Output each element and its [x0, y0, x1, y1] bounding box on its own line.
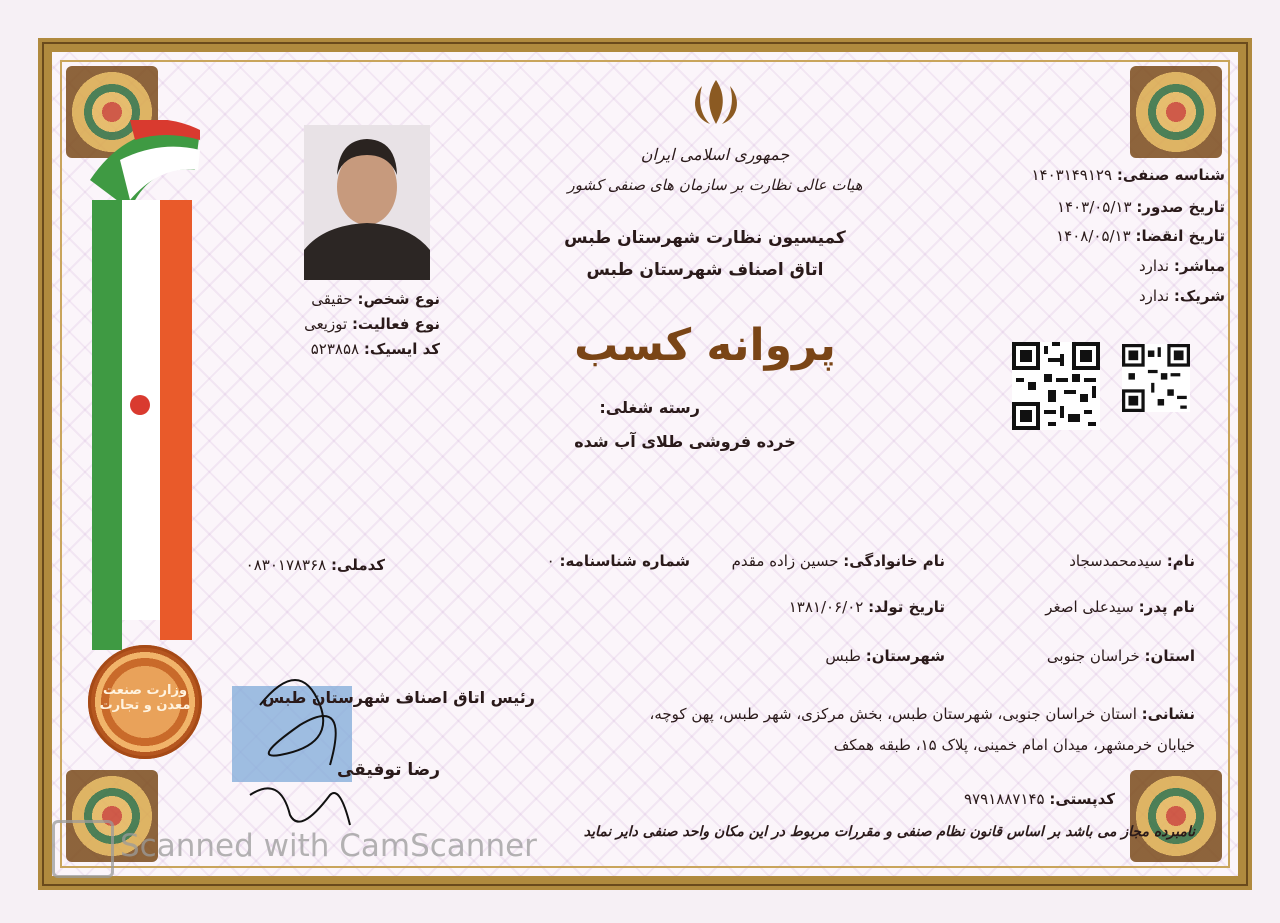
- flag-ribbon: [90, 120, 200, 650]
- signature-name: رضا توفیقی: [336, 760, 440, 780]
- holder-photo: [304, 125, 430, 280]
- father-field: نام پدر: سیدعلی اصغر: [1045, 598, 1195, 616]
- header-line-4: اتاق اصناف شهرستان طبس: [586, 260, 824, 280]
- info-row: تاریخ انقضا: ۱۴۰۸/۰۵/۱۳: [1056, 227, 1225, 245]
- signature-title: رئیس اتاق اصناف شهرستان طبس: [262, 688, 535, 707]
- address-line-2: خیابان خرمشهر، میدان امام خمینی، پلاک ۱۵، طبقه همکف: [833, 736, 1195, 754]
- qr-code-icon: [1122, 344, 1190, 412]
- info-row: شناسه صنفی: ۱۴۰۳۱۴۹۱۲۹: [1031, 166, 1225, 184]
- right-info-block: [990, 166, 1225, 317]
- id-number-field: شماره شناسنامه: ۰: [546, 552, 690, 570]
- info-row: تاریخ صدور: ۱۴۰۳/۰۵/۱۳: [1056, 198, 1225, 216]
- info-row: مباشر: ندارد: [1138, 257, 1225, 275]
- address-line-1: نشانی: استان خراسان جنوبی، شهرستان طبس، بخش مرکزی، شهر طبس، پهن کوچه،: [649, 705, 1195, 723]
- qr-code-icon: [1012, 342, 1100, 430]
- occupation-label: رسته شغلی:: [599, 398, 700, 417]
- header-line-3: کمیسیون نظارت شهرستان طبس: [564, 228, 846, 248]
- header-line-1: جمهوری اسلامی ایران: [640, 145, 790, 164]
- family-field: نام خانوادگی: حسین زاده مقدم: [731, 552, 945, 570]
- birth-date-field: تاریخ تولد: ۱۳۸۱/۰۶/۰۲: [788, 598, 945, 616]
- certificate-title: پروانه کسب: [574, 320, 836, 371]
- info-row: نوع فعالیت: توزیعی: [304, 315, 440, 333]
- camscanner-logo-icon: [52, 820, 114, 878]
- corner-ornament: [1130, 66, 1222, 158]
- postal-code-field: کدپستی: ۹۷۹۱۸۸۷۱۴۵: [964, 790, 1115, 808]
- info-row: کد ایسیک: ۵۲۳۸۵۸: [310, 340, 440, 358]
- iran-emblem-icon: [688, 76, 744, 128]
- national-code-field: کدملی: ۰۸۳۰۱۷۸۳۶۸: [245, 556, 385, 574]
- occupation-value: خرده فروشی طلای آب شده: [574, 432, 796, 451]
- header-line-2: هیات عالی نظارت بر سازمان های صنفی کشور: [567, 176, 863, 194]
- ministry-seal: [88, 645, 202, 759]
- footer-note: نامبرده مجاز می باشد بر اساس قانون نظام صنفی و مقررات مربوط در این مکان واحد صنفی دایر نماید: [583, 824, 1195, 840]
- city-field: شهرستان: طبس: [825, 647, 945, 665]
- info-row: شریک: ندارد: [1139, 287, 1225, 305]
- corner-ornament: [1130, 770, 1222, 862]
- scanner-watermark: Scanned with CamScanner: [120, 828, 537, 864]
- person-info-block: [250, 290, 440, 365]
- info-row: نوع شخص: حقیقی: [311, 290, 440, 308]
- name-field: نام: سیدمحمدسجاد: [1069, 552, 1195, 570]
- province-field: استان: خراسان جنوبی: [1046, 647, 1195, 665]
- seal-text: وزارت صنعت معدن و تجارت: [99, 683, 191, 713]
- person-silhouette-icon: [304, 125, 430, 280]
